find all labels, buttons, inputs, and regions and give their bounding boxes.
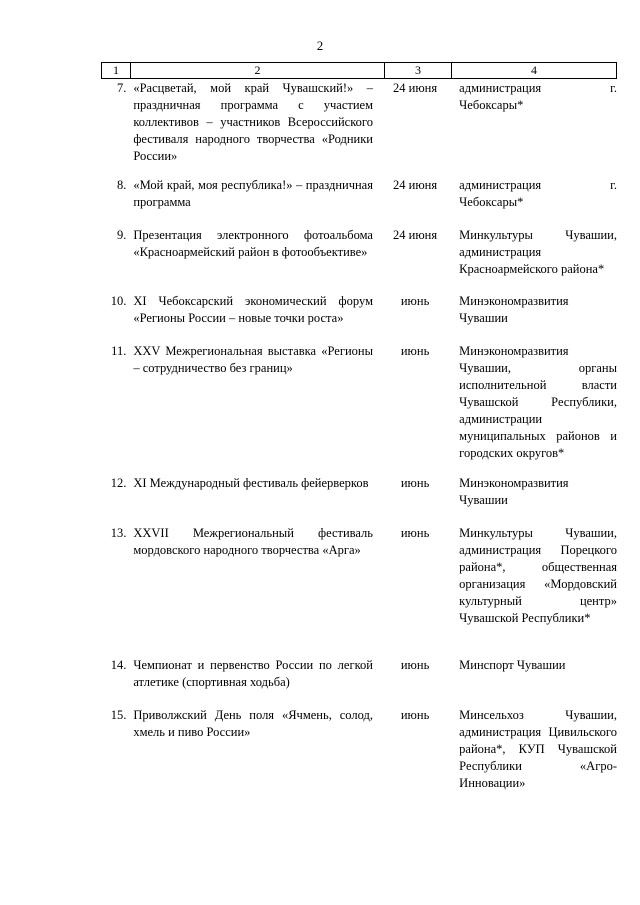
event-date: июнь: [400, 294, 430, 308]
table-row: [101, 293, 617, 327]
table-row: [101, 657, 617, 691]
header-col-1: 1: [101, 63, 131, 78]
event-date: 24 июня: [393, 228, 438, 242]
page-number: 2: [316, 38, 324, 53]
row-number: 10.: [110, 294, 127, 308]
responsible: Минкультуры Чувашии, администрация Порецкого района*, общественная организация «Мордовский культурный центр» Чувашской Республики*: [459, 526, 617, 625]
event-name: Чемпионат и первенство России по легкой атлетике (спортивная ходьба): [133, 658, 373, 689]
row-number: 12.: [110, 476, 127, 490]
event-date: июнь: [400, 344, 430, 358]
table-row: [101, 227, 617, 278]
event-name: Приволжский День поля «Ячмень, солод, хмель и пиво России»: [133, 708, 373, 739]
event-date: июнь: [400, 476, 430, 490]
header-col-2: 2: [131, 63, 385, 78]
responsible: Минэкономразвития Чувашии: [459, 476, 569, 507]
row-number: 9.: [116, 228, 127, 242]
responsible: Минспорт Чувашии: [459, 658, 566, 672]
event-name: XI Чебоксарский экономический форум «Регионы России – новые точки роста»: [133, 294, 373, 325]
table-row: [101, 80, 617, 165]
header-col-3: 3: [385, 63, 452, 78]
table-row: [101, 525, 617, 627]
table-header: [101, 62, 617, 79]
responsible: Минэкономразвития Чувашии: [459, 294, 569, 325]
event-date: июнь: [400, 708, 430, 722]
row-number: 13.: [110, 526, 127, 540]
row-number: 15.: [110, 708, 127, 722]
row-number: 11.: [111, 344, 127, 358]
event-date: 24 июня: [393, 81, 438, 95]
responsible: администрация г. Чебоксары*: [459, 81, 617, 112]
responsible: Минсельхоз Чувашии, администрация Цивильского района*, КУП Чувашской Республики «Агро-Инновации»: [459, 708, 617, 790]
responsible: администрация г. Чебоксары*: [459, 178, 617, 209]
table-row: [101, 707, 617, 792]
row-number: 7.: [116, 81, 127, 95]
event-name: «Мой край, моя республика!» – праздничная программа: [133, 178, 373, 209]
event-date: 24 июня: [393, 178, 438, 192]
responsible: Минкультуры Чувашии, администрация Красноармейского района*: [459, 228, 617, 276]
responsible: Минэкономразвития Чувашии, органы исполнительной власти Чувашской Республики, администрации муниципальных районов и городских округов*: [459, 344, 617, 460]
row-number: 8.: [116, 178, 127, 192]
row-number: 14.: [110, 658, 127, 672]
header-col-4: 4: [452, 63, 617, 78]
event-name: Презентация электронного фотоальбома «Красноармейский район в фотообъективе»: [133, 228, 373, 259]
event-name: XI Международный фестиваль фейерверков: [133, 476, 369, 490]
table-row: [101, 475, 617, 509]
table-row: [101, 343, 617, 462]
event-date: июнь: [400, 658, 430, 672]
table-row: [101, 177, 617, 211]
event-name: XXV Межрегиональная выставка «Регионы – сотрудничество без границ»: [133, 344, 373, 375]
event-name: «Расцветай, мой край Чувашский!» – праздничная программа с участием коллективов – участников Всероссийского фестиваля народного творчества «Родники России»: [133, 81, 373, 163]
event-date: июнь: [400, 526, 430, 540]
event-name: XXVII Межрегиональный фестиваль мордовского народного творчества «Арга»: [133, 526, 373, 557]
